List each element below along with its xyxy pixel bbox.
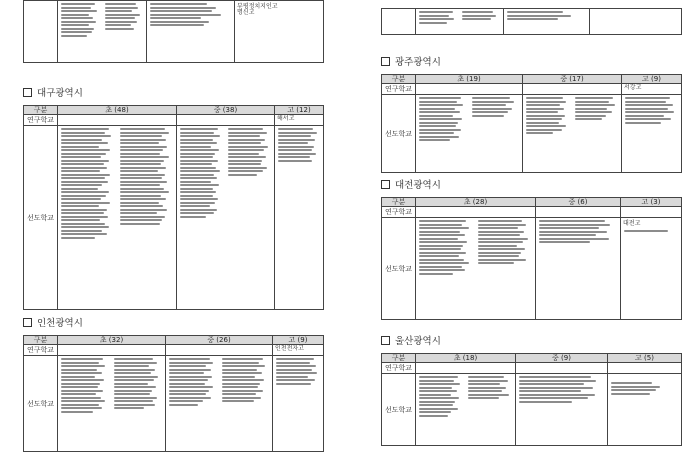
school-table-ulsan xyxy=(381,353,682,446)
high-cell: 서강고 xyxy=(622,84,682,95)
high-cell: 인천전자고 xyxy=(273,345,324,356)
checkbox-square-icon xyxy=(381,57,390,66)
col-header: 중 (17) xyxy=(523,75,622,84)
elem-cell xyxy=(416,218,536,320)
mid-cell xyxy=(536,218,621,320)
row-label: 선도학교 xyxy=(382,374,416,446)
mid-cell xyxy=(516,363,608,374)
col-header: 중 (9) xyxy=(516,354,608,363)
section-title: 인천광역시 xyxy=(23,318,83,330)
checkbox-square-icon xyxy=(381,180,390,189)
col-header: 중 (26) xyxy=(166,336,273,345)
col-header: 초 (28) xyxy=(416,198,536,207)
mid-cell xyxy=(536,207,621,218)
col-header: 구분 xyxy=(382,75,416,84)
checkbox-square-icon xyxy=(23,88,32,97)
high-cell xyxy=(608,374,682,446)
high-cell xyxy=(608,363,682,374)
high-cell xyxy=(590,9,682,35)
elem-cell xyxy=(416,95,523,173)
high-cell xyxy=(621,218,682,320)
col-header: 중 (38) xyxy=(177,106,275,115)
high-cell xyxy=(622,95,682,173)
row-label xyxy=(382,9,416,35)
row-label: 연구학교 xyxy=(24,115,58,126)
high-cell: 해서고 xyxy=(275,115,324,126)
mid-cell xyxy=(523,84,622,95)
col-header: 구분 xyxy=(24,336,58,345)
school-table xyxy=(23,0,324,63)
school-table-gwangju xyxy=(381,74,682,173)
row-label: 선도학교 xyxy=(24,126,58,310)
section-title: 대구광역시 xyxy=(23,88,83,100)
elem-cell xyxy=(58,356,166,452)
elem-cell xyxy=(58,345,166,356)
elem-cell xyxy=(416,9,504,35)
col-header: 초 (18) xyxy=(416,354,516,363)
row-label xyxy=(24,1,58,63)
elem-cell xyxy=(58,126,177,310)
col-header: 구분 xyxy=(382,354,416,363)
section-title: 울산광역시 xyxy=(381,336,441,348)
mid-cell xyxy=(523,95,622,173)
elem-cell xyxy=(416,207,536,218)
mid-cell xyxy=(166,356,273,452)
school-table-daegu xyxy=(23,105,324,310)
high-cell xyxy=(235,1,324,63)
row-label: 선도학교 xyxy=(382,218,416,320)
col-header: 고 (5) xyxy=(608,354,682,363)
row-label: 선도학교 xyxy=(382,95,416,173)
mid-cell xyxy=(504,9,590,35)
col-header: 중 (6) xyxy=(536,198,621,207)
mid-cell xyxy=(177,126,275,310)
col-header: 고 (9) xyxy=(622,75,682,84)
mid-cell xyxy=(177,115,275,126)
elem-cell xyxy=(58,115,177,126)
high-cell xyxy=(621,207,682,218)
checkbox-square-icon xyxy=(381,336,390,345)
section-title: 광주광역시 xyxy=(381,57,441,69)
high-cell xyxy=(275,126,324,310)
mid-cell xyxy=(516,374,608,446)
high-school-name: 대전고 xyxy=(623,220,641,227)
col-header: 구분 xyxy=(382,198,416,207)
mid-cell xyxy=(147,1,235,63)
col-header: 고 (3) xyxy=(621,198,682,207)
mid-cell xyxy=(166,345,273,356)
checkbox-square-icon xyxy=(23,318,32,327)
school-table-daejeon xyxy=(381,197,682,320)
high-cell xyxy=(273,356,324,452)
col-header: 고 (12) xyxy=(275,106,324,115)
section-title: 대전광역시 xyxy=(381,180,441,192)
col-header: 초 (19) xyxy=(416,75,523,84)
col-header: 초 (48) xyxy=(58,106,177,115)
col-header: 구분 xyxy=(24,106,58,115)
row-label: 연구학교 xyxy=(382,84,416,95)
col-header: 고 (9) xyxy=(273,336,324,345)
row-label: 연구학교 xyxy=(382,363,416,374)
elem-cell xyxy=(416,84,523,95)
row-label: 선도학교 xyxy=(24,356,58,452)
row-label: 연구학교 xyxy=(24,345,58,356)
row-label: 연구학교 xyxy=(382,207,416,218)
elem-cell xyxy=(58,1,147,63)
school-table xyxy=(381,8,682,35)
elem-cell xyxy=(416,363,516,374)
col-header: 초 (32) xyxy=(58,336,166,345)
elem-cell xyxy=(416,374,516,446)
school-table-incheon xyxy=(23,335,324,452)
high-school-list: 부평정치지인고 명신고 xyxy=(237,3,278,16)
